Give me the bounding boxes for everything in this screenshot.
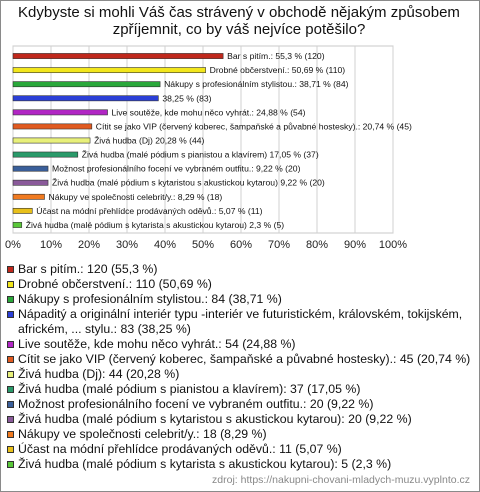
legend-item [7,442,473,457]
legend-label: Živá hudba (malé pódium s kytaristou s akustickou kytarou): 20 (9,22 %) [18,412,412,426]
bar-data-label: Nákupy s profesionálním stylistou.: 38,71 % (84) [164,79,349,90]
bar [13,82,160,87]
legend [7,262,473,472]
legend-swatch [7,461,14,468]
bar-data-label: Live soutěže, kde mohu něco vyhrát.: 24,88 % (54) [111,107,306,118]
legend-swatch [7,371,14,378]
bar [13,166,48,171]
legend-label: Cítit se jako VIP (červený koberec, šampaňské a půvabné hostesky).: 45 (20,74 %) [18,352,471,366]
bar [13,208,32,213]
legend-label: Živá hudba (Dj): 44 (20,28 %) [18,367,180,381]
bar [13,53,223,58]
source-text: zdroj: https://nakupni-chovani-mladych-muzu.vyplnto.cz [212,474,470,486]
legend-item [7,397,473,412]
x-tick-label: 100% [378,239,408,251]
legend-item [7,412,473,427]
legend-label: Bar s pitím.: 120 (55,3 %) [18,262,158,276]
x-tick-label: 70% [267,239,291,251]
bar [13,180,48,185]
x-tick-label: 30% [115,239,139,251]
legend-label: Drobné občerstvení.: 110 (50,69 %) [18,277,212,291]
bar-data-label: 38,25 % (83) [162,93,212,104]
legend-item [7,262,473,277]
bar-data-label: Možnost profesionálního focení ve vybraném outfitu.: 9,22 % (20) [52,163,301,174]
bar [13,124,92,129]
bar [13,110,108,115]
chart-title: Kdybyste si mohli Váš čas strávený v obchodě nějakým způsobem zpříjemnit, co by váš nejvíce potěšilo? [18,4,460,38]
legend-item [7,457,473,472]
bar [13,96,158,101]
legend-label: Možnost profesionálního focení ve vybraném outfitu.: 20 (9,22 %) [18,397,374,411]
bar [13,138,90,143]
bar [13,194,45,199]
legend-label: Účast na módní přehlídce prodávaných oděvů.: 11 (5,07 %) [18,442,342,456]
x-tick-label: 60% [229,239,253,251]
bar [13,152,78,157]
x-tick-label: 40% [153,239,177,251]
legend-swatch [7,356,14,363]
legend-swatch [7,281,14,288]
legend-item [7,352,473,367]
legend-swatch [7,431,14,438]
x-tick-label: 80% [305,239,329,251]
legend-swatch [7,341,14,348]
legend-swatch [7,311,14,318]
legend-label: Nákupy s profesionálním stylistou.: 84 (38,71 %) [18,292,282,306]
legend-label: Live soutěže, kde mohu něco vyhrát.: 54 (24,88 %) [18,337,296,351]
bar [13,68,206,73]
x-tick-label: 0% [5,239,21,251]
x-tick-label: 20% [77,239,101,251]
legend-item [7,367,473,382]
legend-swatch [7,266,14,273]
x-tick-label: 50% [191,239,215,251]
legend-label: Živá hudba (malé pódium s kytarista s akustickou kytarou): 5 (2,3 %) [18,457,392,471]
bar [13,222,22,227]
legend-item [7,307,473,337]
bar-data-label: Živá hudba (malé pódium s pianistou a klavírem) 17,05 % (37) [81,149,319,160]
legend-label: Nápaditý a originální interiér typu -interiér ve futuristickém, královském, tokijském, africkém, ... stylu.: 83 (38,25 %) [18,307,463,336]
bar-data-label: Účast na módní přehlídce prodávaných oděvů.: 5,07 % (11) [36,205,263,216]
bar-data-label: Živá hudba (Dj) 20,28 % (44) [94,135,205,146]
legend-swatch [7,446,14,453]
legend-item [7,277,473,292]
bar-data-label: Bar s pitím.: 55,3 % (120) [227,51,325,62]
legend-item [7,382,473,397]
x-tick-label: 90% [343,239,367,251]
x-tick-label: 10% [39,239,63,251]
legend-swatch [7,386,14,393]
legend-item [7,337,473,352]
legend-swatch [7,416,14,423]
bar-data-label: Drobné občerstvení.: 50,69 % (110) [209,65,346,76]
legend-item [7,427,473,442]
legend-swatch [7,401,14,408]
legend-label: Živá hudba (malé pódium s pianistou a klavírem): 37 (17,05 %) [18,382,361,396]
legend-swatch [7,296,14,303]
bar-data-label: Nákupy ve společnosti celebrit/y.: 8,29 % (18) [48,191,223,202]
legend-item [7,292,473,307]
bar-data-label: Živá hudba (malé pódium s kytaristou s akustickou kytarou) 9,22 % (20) [52,177,325,188]
legend-label: Nákupy ve společnosti celebrit/y.: 18 (8,29 %) [18,427,267,441]
bar-data-label: Cítit se jako VIP (červený koberec, šampaňské a půvabné hostesky).: 20,74 % (45) [95,121,412,132]
bar-data-label: Živá hudba (malé pódium s kytarista s akustickou kytarou) 2,3 % (5) [25,219,285,230]
